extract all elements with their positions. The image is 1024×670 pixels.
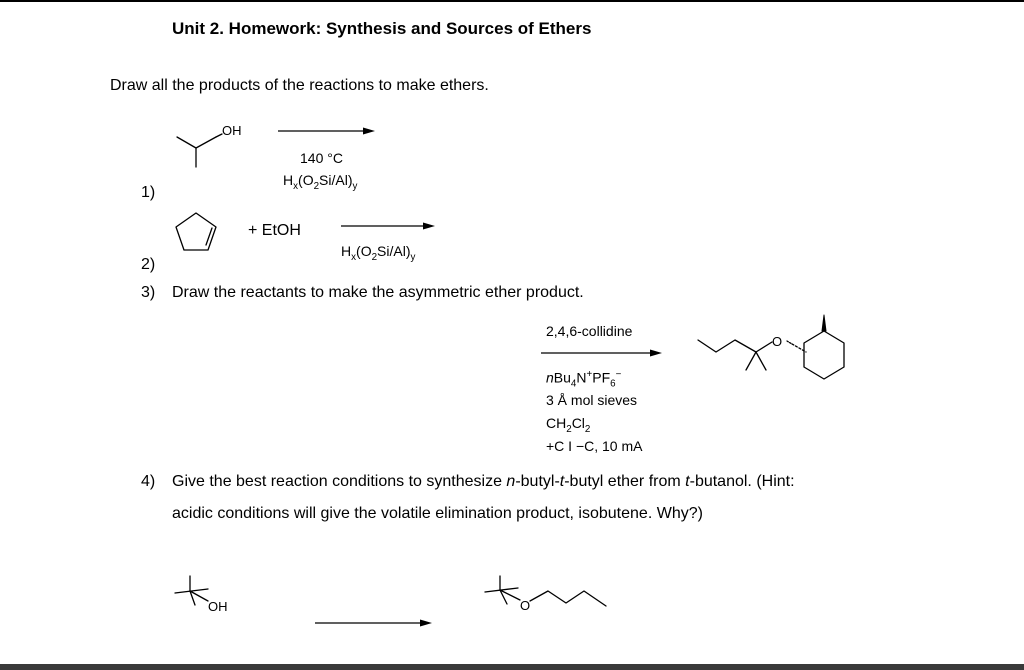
p2-catalyst: $H_x(O_2Si/Al)_y$ [341, 243, 416, 263]
p3-electrolyte: $nBu_4N^+PF_6^-$ [546, 369, 622, 390]
problem-1-label: 1) [141, 184, 156, 201]
problem-3-text: Draw the reactants to make the asymmetric ether product. [172, 284, 584, 301]
reaction-arrow-3 [541, 348, 671, 358]
problem-4-line-1: Give the best reaction conditions to synthesize n-butyl-t-butyl ether from t-butanol. (Hint: [172, 473, 795, 490]
problem-3-label: 3) [141, 284, 156, 301]
problem-4-line-2: acidic conditions will give the volatile elimination product, isobutene. Why?) [172, 505, 703, 522]
problem-2-label: 2) [141, 256, 156, 273]
p3-solvent: $CH_2Cl_2$ [546, 415, 591, 435]
hydroxyl-label-2: OH [208, 599, 228, 614]
p3-reagent-collidine: 2,4,6-collidine [546, 323, 633, 339]
tert-butanol-structure [170, 570, 250, 620]
reaction-arrow-4 [315, 618, 440, 628]
asymmetric-ether-product [690, 310, 860, 390]
ether-oxygen-label-2: O [520, 598, 531, 613]
p2-reagent: + EtOH [248, 222, 301, 239]
p3-electrodes: +C I −C, 10 mA [546, 438, 643, 454]
page-title: Unit 2. Homework: Synthesis and Sources of Ethers [172, 19, 592, 38]
problem-4-label: 4) [141, 473, 156, 490]
p1-temperature: 140 °C [300, 150, 343, 166]
reaction-arrow-1 [278, 126, 378, 136]
top-border [0, 0, 1024, 2]
butyl-tert-butyl-ether-structure [480, 568, 630, 618]
isopropanol-structure [170, 118, 250, 178]
ether-oxygen-label: O [772, 334, 783, 349]
cyclopentene-structure [172, 210, 222, 260]
p3-mol-sieves: 3 Å mol sieves [546, 392, 638, 408]
bottom-bar [0, 664, 1024, 670]
p1-catalyst: $H_x(O_2Si/Al)_y$ [283, 172, 358, 192]
reaction-arrow-2 [341, 221, 441, 231]
instruction-text: Draw all the products of the reactions to make ethers. [110, 77, 489, 94]
hydroxyl-label: OH [222, 123, 242, 138]
